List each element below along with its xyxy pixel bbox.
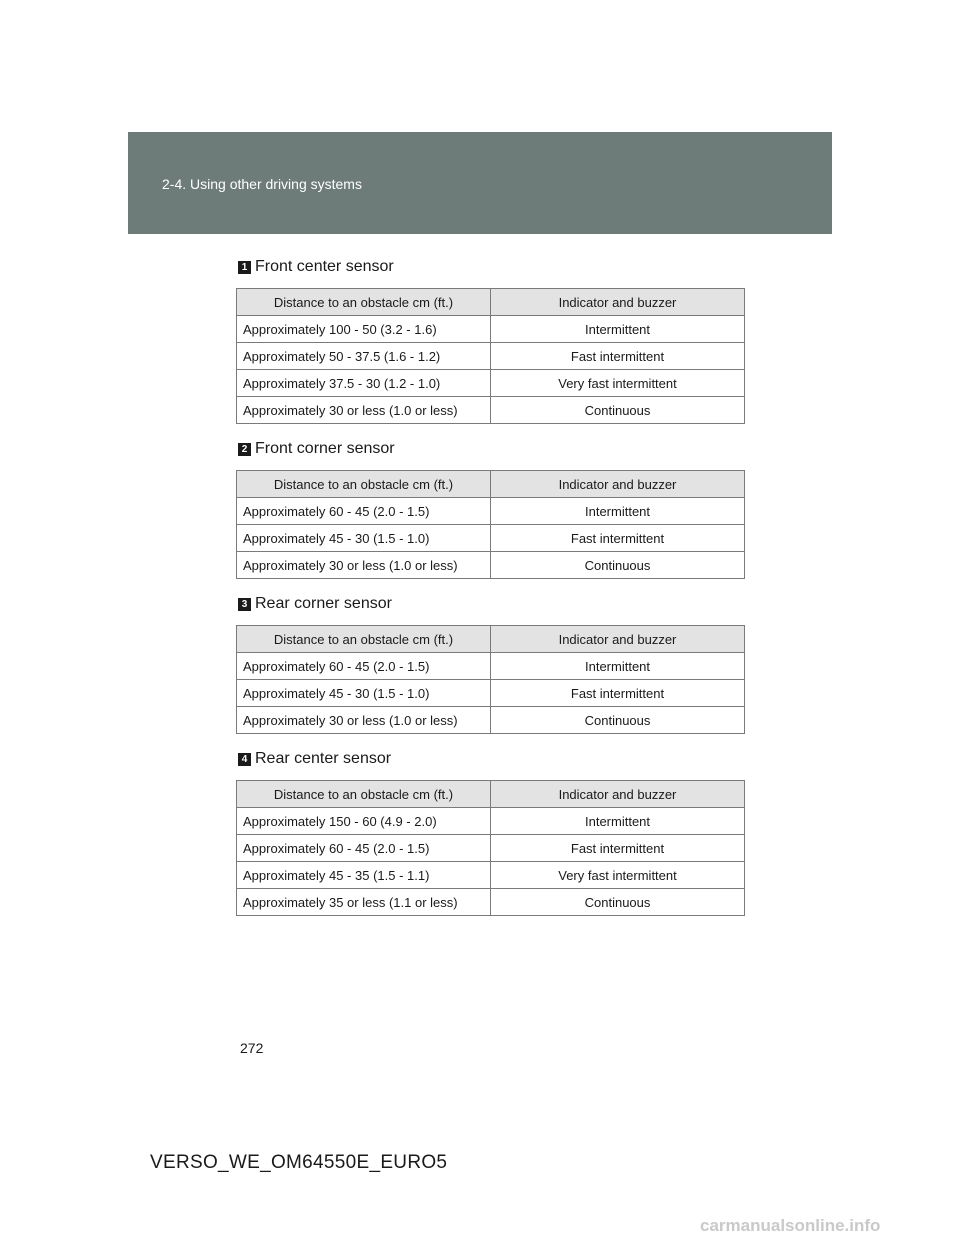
page-number: 272 <box>240 1040 264 1056</box>
distance-cell: Approximately 60 - 45 (2.0 - 1.5) <box>237 835 491 862</box>
section-heading <box>238 258 744 280</box>
section-number-badge: 3 <box>238 598 251 611</box>
table-row <box>237 835 745 862</box>
indicator-cell: Intermittent <box>491 316 745 343</box>
distance-cell: Approximately 30 or less (1.0 or less) <box>237 552 491 579</box>
distance-table <box>236 470 745 579</box>
distance-cell: Approximately 45 - 30 (1.5 - 1.0) <box>237 680 491 707</box>
distance-cell: Approximately 35 or less (1.1 or less) <box>237 889 491 916</box>
section-title: Rear center sensor <box>255 750 392 767</box>
indicator-cell: Very fast intermittent <box>491 370 745 397</box>
indicator-cell: Very fast intermittent <box>491 862 745 889</box>
distance-table <box>236 780 745 916</box>
indicator-cell: Intermittent <box>491 808 745 835</box>
table-row <box>237 498 745 525</box>
indicator-cell: Fast intermittent <box>491 680 745 707</box>
section-title: Front corner sensor <box>255 440 395 457</box>
distance-table <box>236 288 745 424</box>
section-number-badge: 1 <box>238 261 251 274</box>
distance-cell: Approximately 45 - 30 (1.5 - 1.0) <box>237 525 491 552</box>
section-number-badge: 2 <box>238 443 251 456</box>
column-header-distance: Distance to an obstacle cm (ft.) <box>237 471 491 498</box>
table-header-row <box>237 626 745 653</box>
sensor-section-rear-center <box>238 750 744 910</box>
table-row <box>237 653 745 680</box>
watermark: carmanualsonline.info <box>700 1216 881 1235</box>
section-title: Front center sensor <box>255 258 394 275</box>
distance-cell: Approximately 60 - 45 (2.0 - 1.5) <box>237 498 491 525</box>
indicator-cell: Intermittent <box>491 653 745 680</box>
distance-cell: Approximately 60 - 45 (2.0 - 1.5) <box>237 653 491 680</box>
distance-cell: Approximately 50 - 37.5 (1.6 - 1.2) <box>237 343 491 370</box>
table-row <box>237 808 745 835</box>
column-header-indicator: Indicator and buzzer <box>491 626 745 653</box>
indicator-cell: Fast intermittent <box>491 835 745 862</box>
distance-table <box>236 625 745 734</box>
column-header-distance: Distance to an obstacle cm (ft.) <box>237 626 491 653</box>
distance-cell: Approximately 30 or less (1.0 or less) <box>237 707 491 734</box>
column-header-indicator: Indicator and buzzer <box>491 289 745 316</box>
table-header-row <box>237 471 745 498</box>
sensor-section-front-corner <box>238 440 744 573</box>
distance-cell: Approximately 100 - 50 (3.2 - 1.6) <box>237 316 491 343</box>
section-header-band <box>128 132 832 234</box>
distance-cell: Approximately 30 or less (1.0 or less) <box>237 397 491 424</box>
table-row <box>237 862 745 889</box>
section-heading <box>238 750 744 772</box>
indicator-cell: Intermittent <box>491 498 745 525</box>
indicator-cell: Continuous <box>491 707 745 734</box>
table-row <box>237 680 745 707</box>
section-number-badge: 4 <box>238 753 251 766</box>
column-header-distance: Distance to an obstacle cm (ft.) <box>237 289 491 316</box>
section-header-title: 2-4. Using other driving systems <box>162 176 362 192</box>
table-header-row <box>237 781 745 808</box>
column-header-indicator: Indicator and buzzer <box>491 471 745 498</box>
sensor-section-front-center <box>238 258 744 418</box>
table-row <box>237 397 745 424</box>
sensor-section-rear-corner <box>238 595 744 728</box>
column-header-indicator: Indicator and buzzer <box>491 781 745 808</box>
column-header-distance: Distance to an obstacle cm (ft.) <box>237 781 491 808</box>
table-row <box>237 889 745 916</box>
document-code: VERSO_WE_OM64550E_EURO5 <box>150 1152 448 1173</box>
indicator-cell: Continuous <box>491 397 745 424</box>
table-row <box>237 370 745 397</box>
indicator-cell: Fast intermittent <box>491 343 745 370</box>
indicator-cell: Continuous <box>491 552 745 579</box>
distance-cell: Approximately 150 - 60 (4.9 - 2.0) <box>237 808 491 835</box>
distance-cell: Approximately 37.5 - 30 (1.2 - 1.0) <box>237 370 491 397</box>
indicator-cell: Fast intermittent <box>491 525 745 552</box>
table-row <box>237 343 745 370</box>
indicator-cell: Continuous <box>491 889 745 916</box>
table-row <box>237 552 745 579</box>
table-row <box>237 707 745 734</box>
distance-cell: Approximately 45 - 35 (1.5 - 1.1) <box>237 862 491 889</box>
section-heading <box>238 440 744 462</box>
section-title: Rear corner sensor <box>255 595 392 612</box>
table-row <box>237 525 745 552</box>
table-row <box>237 316 745 343</box>
table-header-row <box>237 289 745 316</box>
section-heading <box>238 595 744 617</box>
